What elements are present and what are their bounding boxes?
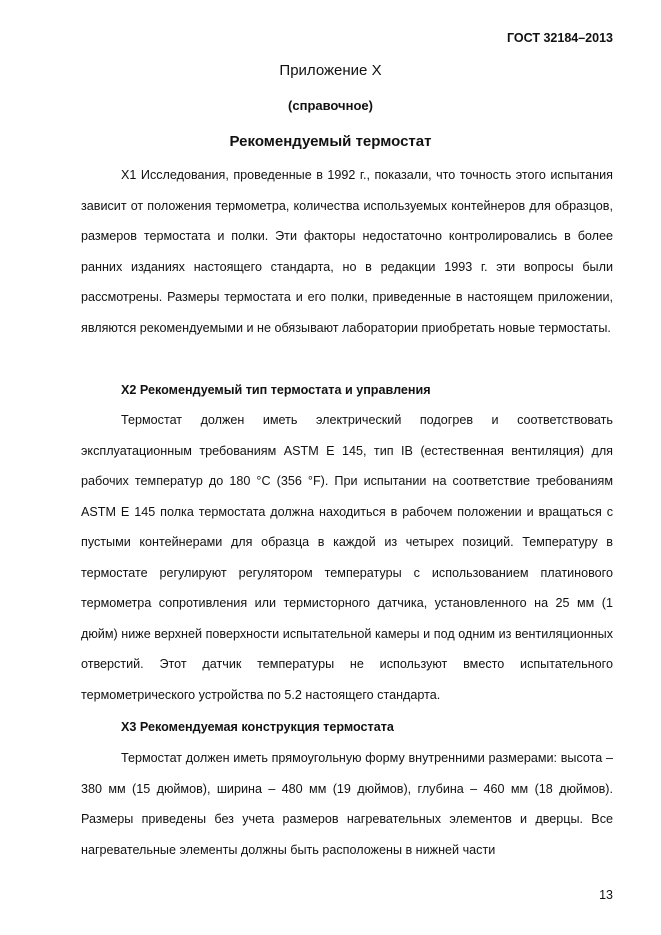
section-x1-text: X1 Исследования, проведенные в 1992 г., показали, что точность этого испытания зависит от положения термометра, количества используемых контейнеров для образцов, размеров термостата и полки. Эти факторы недостаточно контролировались в более ранних изданиях настоящего стандарта, но в редакции 1993 г. эти вопросы были рассмотрены. Размеры термостата и его полки, приведенные в настоящем приложении, являются рекомендуемыми и не обязывают лаборатории приобретать новые термостаты. (81, 168, 613, 335)
section-x2-heading: X2 Рекомендуемый тип термостата и управления (121, 383, 431, 397)
document-id: ГОСТ 32184–2013 (507, 31, 613, 45)
appendix-heading: Рекомендуемый термостат (229, 133, 432, 150)
section-x2-text: Термостат должен иметь электрический подогрев и соответствовать эксплуатационным требованиям ASTM E 145, тип IB (естественная вентиляция) для рабочих температур до 180 °C (356 °F). При испытании на соответствие требованиям ASTM E 145 полка термостата должна находиться в рабочем положении и вращаться с пустыми контейнерами для образца в каждой из четырех позиций. Температуру в термостате регулируют регулятором температуры с использованием платинового термометра сопротивления или термисторного датчика, установленного на 25 мм (1 дюйм) ниже верхней поверхности испытательной камеры и под одним из вентиляционных отверстий. Этот датчик температуры не используют вместо испытательного термометрического устройства по 5.2 настоящего стандарта. (81, 413, 613, 702)
page-number: 13 (599, 888, 613, 902)
section-x3-heading: X3 Рекомендуемая конструкция термостата (121, 720, 394, 734)
appendix-title: Приложение X (279, 62, 382, 79)
appendix-note: (справочное) (288, 98, 373, 113)
section-x3-text: Термостат должен иметь прямоугольную форму внутренними размерами: высота – 380 мм (15 дюймов), ширина – 480 мм (19 дюймов), глубина – 460 мм (18 дюймов). Размеры приведены без учета размеров нагревательных элементов и дверцы. Все нагревательные элементы должны быть расположены в нижней части (81, 751, 613, 857)
